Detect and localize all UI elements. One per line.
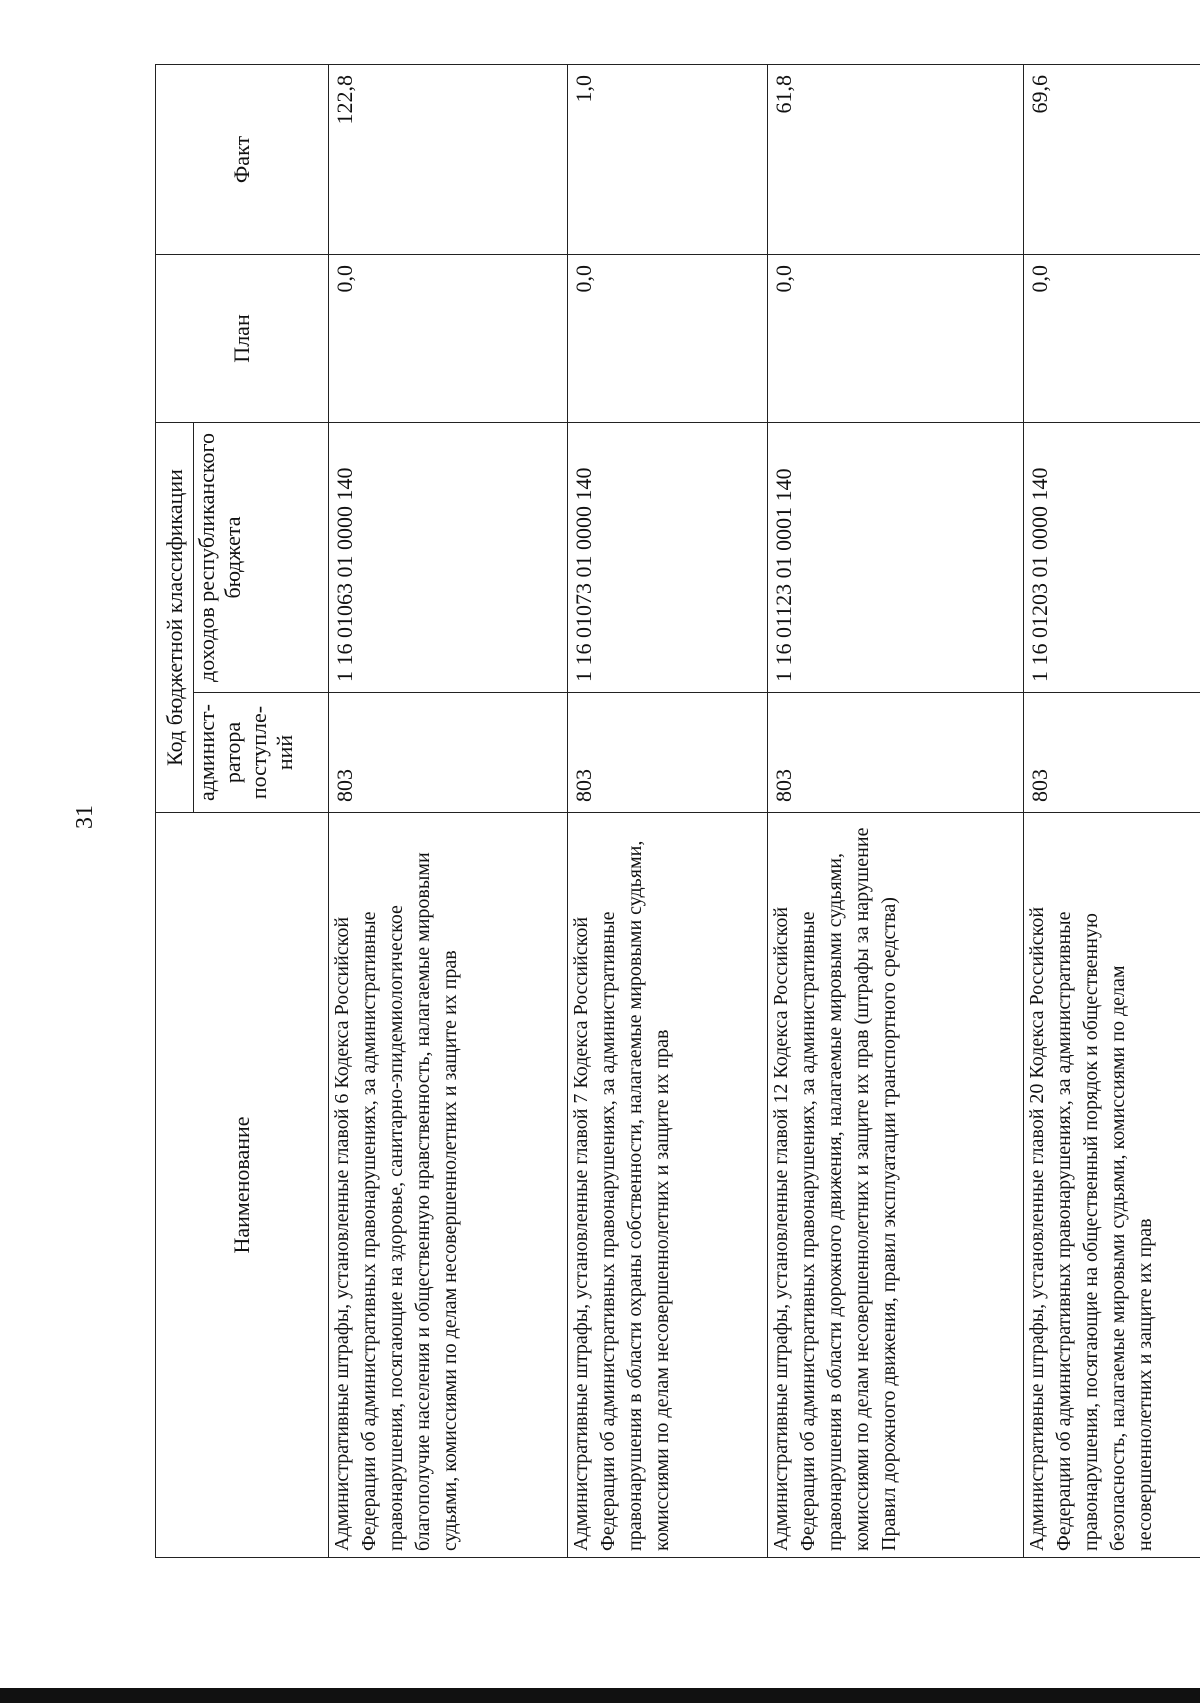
row-income-code: 1 16 01063 01 0000 140 xyxy=(328,422,567,692)
row-plan: 0,0 xyxy=(567,254,768,422)
row-admin-code: 803 xyxy=(328,693,567,813)
table-row xyxy=(1023,64,1200,1557)
header-income: доходов республиканского бюджета xyxy=(194,422,328,692)
row-name: Административные штрафы, установленные главой 20 Кодекса Российской Федерации об административных правонарушениях, за административные правонарушения, посягающие на общественный порядок и общественную безопасность, налагаемые мировыми судьями, комиссиями по делам несовершеннолетних и защите их прав xyxy=(1023,813,1200,1558)
row-admin-code: 803 xyxy=(567,693,768,813)
row-fact: 1,0 xyxy=(567,64,768,254)
row-fact: 61,8 xyxy=(768,64,1024,254)
row-plan: 0,0 xyxy=(768,254,1024,422)
row-income-code: 1 16 01123 01 0001 140 xyxy=(768,422,1024,692)
row-fact: 122,8 xyxy=(328,64,567,254)
rotated-table-container xyxy=(155,65,1200,1558)
row-income-code: 1 16 01203 01 0000 140 xyxy=(1023,422,1200,692)
row-fact: 69,6 xyxy=(1023,64,1200,254)
table-row xyxy=(328,64,567,1557)
header-admin: админист-ратора поступле-ний xyxy=(194,693,328,813)
row-admin-code: 803 xyxy=(768,693,1024,813)
page-number: 31 xyxy=(72,805,98,829)
row-name: Административные штрафы, установленные главой 12 Кодекса Российской Федерации об административных правонарушениях, за административные правонарушения в области дорожного движения, налагаемые мировыми судьями, комиссиями по делам несовершеннолетних и защите их прав (штрафы за нарушение Правил дорожного движения, правил эксплуатации транспортного средства) xyxy=(768,813,1024,1558)
header-name: Наименование xyxy=(156,813,329,1558)
row-name: Административные штрафы, установленные главой 6 Кодекса Российской Федерации об административных правонарушениях, за административные правонарушения, посягающие на здоровье, санитарно-эпидемиологическое благополучие населения и общественную нравственность, налагаемые мировыми судьями, комиссиями по делам несовершеннолетних и защите их прав xyxy=(328,813,567,1558)
header-code-group: Код бюджетной классификации xyxy=(156,422,194,812)
row-plan: 0,0 xyxy=(1023,254,1200,422)
header-fact: Факт xyxy=(156,64,329,254)
header-row-1 xyxy=(156,64,194,1557)
header-plan: План xyxy=(156,254,329,422)
row-name: Административные штрафы, установленные главой 7 Кодекса Российской Федерации об административных правонарушениях, за административные правонарушения в области охраны собственности, налагаемые мировыми судьями, комиссиями по делам несовершеннолетних и защите их прав xyxy=(567,813,768,1558)
table-row xyxy=(567,64,768,1557)
table-row xyxy=(768,64,1024,1557)
scan-edge-bar xyxy=(0,1688,1200,1703)
row-admin-code: 803 xyxy=(1023,693,1200,813)
row-income-code: 1 16 01073 01 0000 140 xyxy=(567,422,768,692)
budget-table xyxy=(155,64,1200,1558)
row-plan: 0,0 xyxy=(328,254,567,422)
